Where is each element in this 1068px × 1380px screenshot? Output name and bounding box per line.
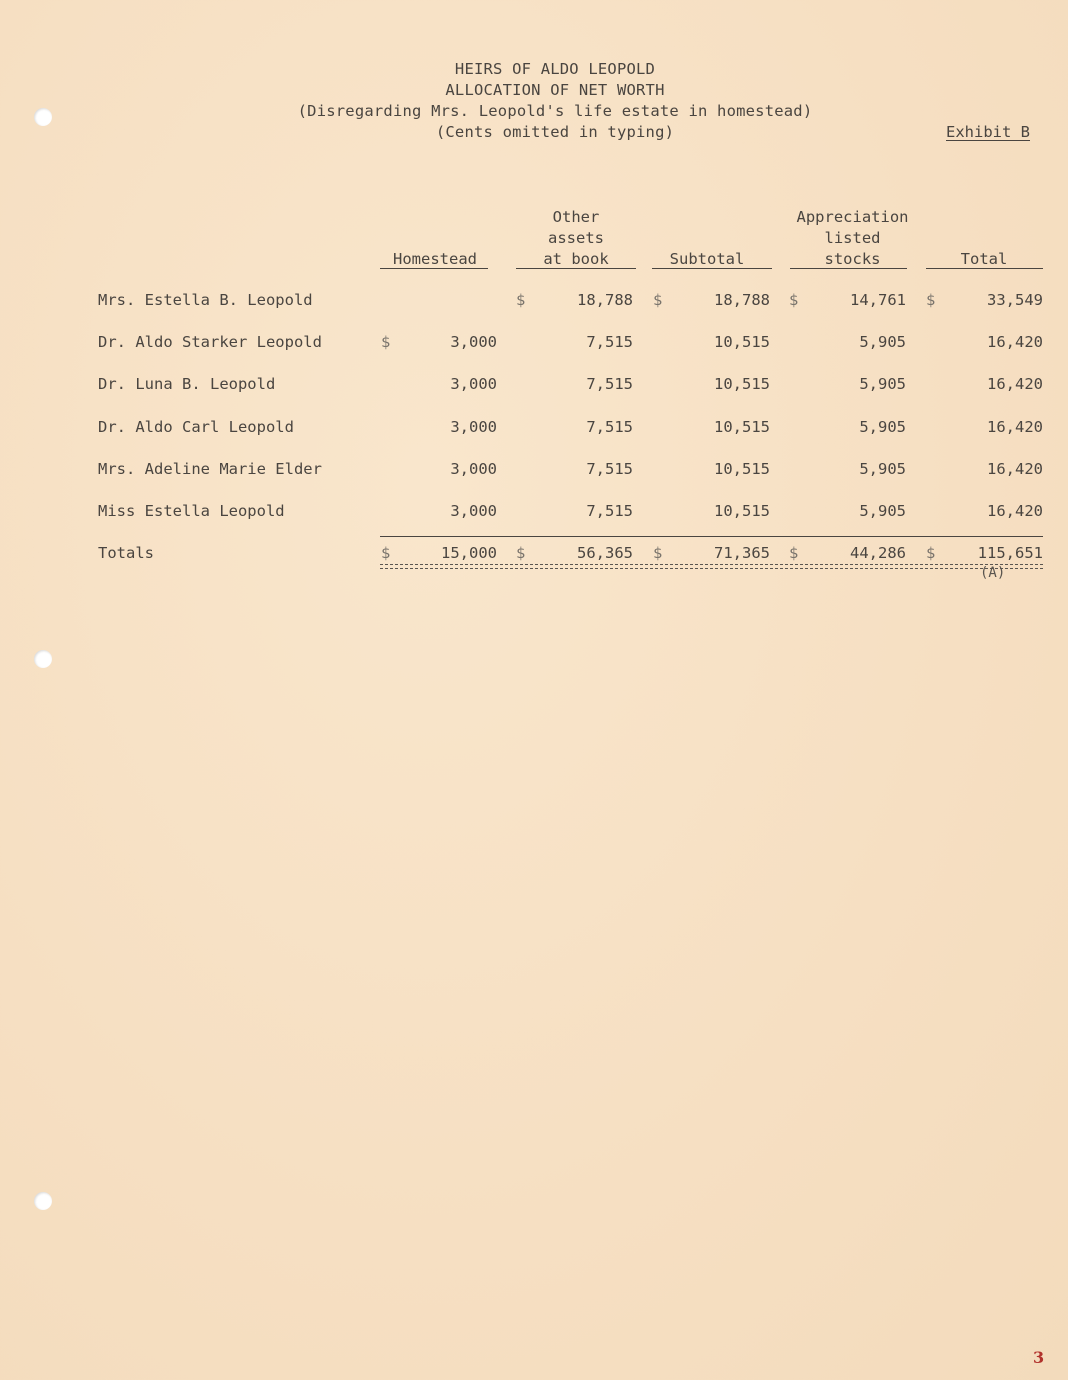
- heir-name: Dr. Luna B. Leopold: [98, 375, 276, 393]
- column-header-rule: [790, 268, 907, 269]
- column-header-subtotal: Subtotal: [669, 250, 745, 268]
- column-header-other-assets: Other assets at book: [543, 208, 609, 268]
- heir-name: Dr. Aldo Starker Leopold: [98, 333, 322, 351]
- currency-symbol: $: [653, 544, 663, 562]
- totals-total-value: 115,651: [977, 544, 1043, 562]
- heir-name: Mrs. Estella B. Leopold: [98, 291, 313, 309]
- row-appreciation-value: 5,905: [859, 460, 906, 478]
- column-header-rule: [516, 268, 636, 269]
- row-homestead-value: 3,000: [450, 333, 497, 351]
- row-subtotal-value: 10,515: [714, 418, 770, 436]
- totals-subtotal-value: 71,365: [714, 544, 770, 562]
- row-appreciation-value: 5,905: [859, 375, 906, 393]
- column-header-appreciation: Appreciation listed stocks: [796, 208, 909, 268]
- row-subtotal-value: 10,515: [714, 502, 770, 520]
- heir-name: Miss Estella Leopold: [98, 502, 285, 520]
- row-other-assets-value: 7,515: [586, 375, 633, 393]
- row-subtotal-value: 10,515: [714, 460, 770, 478]
- row-homestead-value: 3,000: [450, 502, 497, 520]
- row-homestead-value: 3,000: [450, 375, 497, 393]
- row-appreciation-value: 5,905: [859, 502, 906, 520]
- currency-symbol: $: [789, 291, 799, 309]
- page-number: 3: [1033, 1348, 1045, 1367]
- row-homestead-value: 3,000: [450, 460, 497, 478]
- exhibit-label: Exhibit B: [946, 123, 1030, 141]
- heading-subtitle: ALLOCATION OF NET WORTH: [445, 81, 665, 99]
- totals-appreciation-value: 44,286: [850, 544, 906, 562]
- row-appreciation-value: 14,761: [850, 291, 906, 309]
- row-subtotal-value: 18,788: [714, 291, 770, 309]
- binder-hole: [34, 1192, 52, 1210]
- totals-label: Totals: [98, 544, 154, 562]
- totals-homestead-value: 15,000: [441, 544, 497, 562]
- row-other-assets-value: 7,515: [586, 502, 633, 520]
- column-header-rule: [652, 268, 772, 269]
- row-other-assets-value: 18,788: [577, 291, 633, 309]
- currency-symbol: $: [516, 291, 526, 309]
- row-other-assets-value: 7,515: [586, 418, 633, 436]
- row-subtotal-value: 10,515: [714, 375, 770, 393]
- row-appreciation-value: 5,905: [859, 418, 906, 436]
- row-total-value: 16,420: [987, 375, 1043, 393]
- row-appreciation-value: 5,905: [859, 333, 906, 351]
- totals-other-assets-value: 56,365: [577, 544, 633, 562]
- totals-top-rule: [380, 536, 1043, 537]
- currency-symbol: $: [653, 291, 663, 309]
- row-total-value: 16,420: [987, 502, 1043, 520]
- currency-symbol: $: [789, 544, 799, 562]
- totals-double-rule-upper: [380, 564, 1043, 565]
- heir-name: Dr. Aldo Carl Leopold: [98, 418, 294, 436]
- row-homestead-value: 3,000: [450, 418, 497, 436]
- row-other-assets-value: 7,515: [586, 460, 633, 478]
- column-header-homestead: Homestead: [393, 250, 477, 268]
- column-header-total: Total: [960, 250, 1008, 268]
- currency-symbol: $: [381, 544, 391, 562]
- row-total-value: 33,549: [987, 291, 1043, 309]
- heading-note: (Disregarding Mrs. Leopold's life estate in homestead): [297, 102, 813, 120]
- currency-symbol: $: [516, 544, 526, 562]
- totals-footnote-marker: (A): [980, 565, 1006, 581]
- totals-double-rule-lower: [380, 568, 1043, 569]
- row-subtotal-value: 10,515: [714, 333, 770, 351]
- currency-symbol: $: [926, 544, 936, 562]
- heading-cents-note: (Cents omitted in typing): [435, 123, 675, 141]
- column-header-rule: [926, 268, 1043, 269]
- currency-symbol: $: [381, 333, 391, 351]
- row-other-assets-value: 7,515: [586, 333, 633, 351]
- heir-name: Mrs. Adeline Marie Elder: [98, 460, 322, 478]
- heading-title: HEIRS OF ALDO LEOPOLD: [454, 60, 656, 78]
- row-total-value: 16,420: [987, 333, 1043, 351]
- column-header-rule: [380, 268, 488, 269]
- binder-hole: [34, 650, 52, 668]
- currency-symbol: $: [926, 291, 936, 309]
- row-total-value: 16,420: [987, 460, 1043, 478]
- row-total-value: 16,420: [987, 418, 1043, 436]
